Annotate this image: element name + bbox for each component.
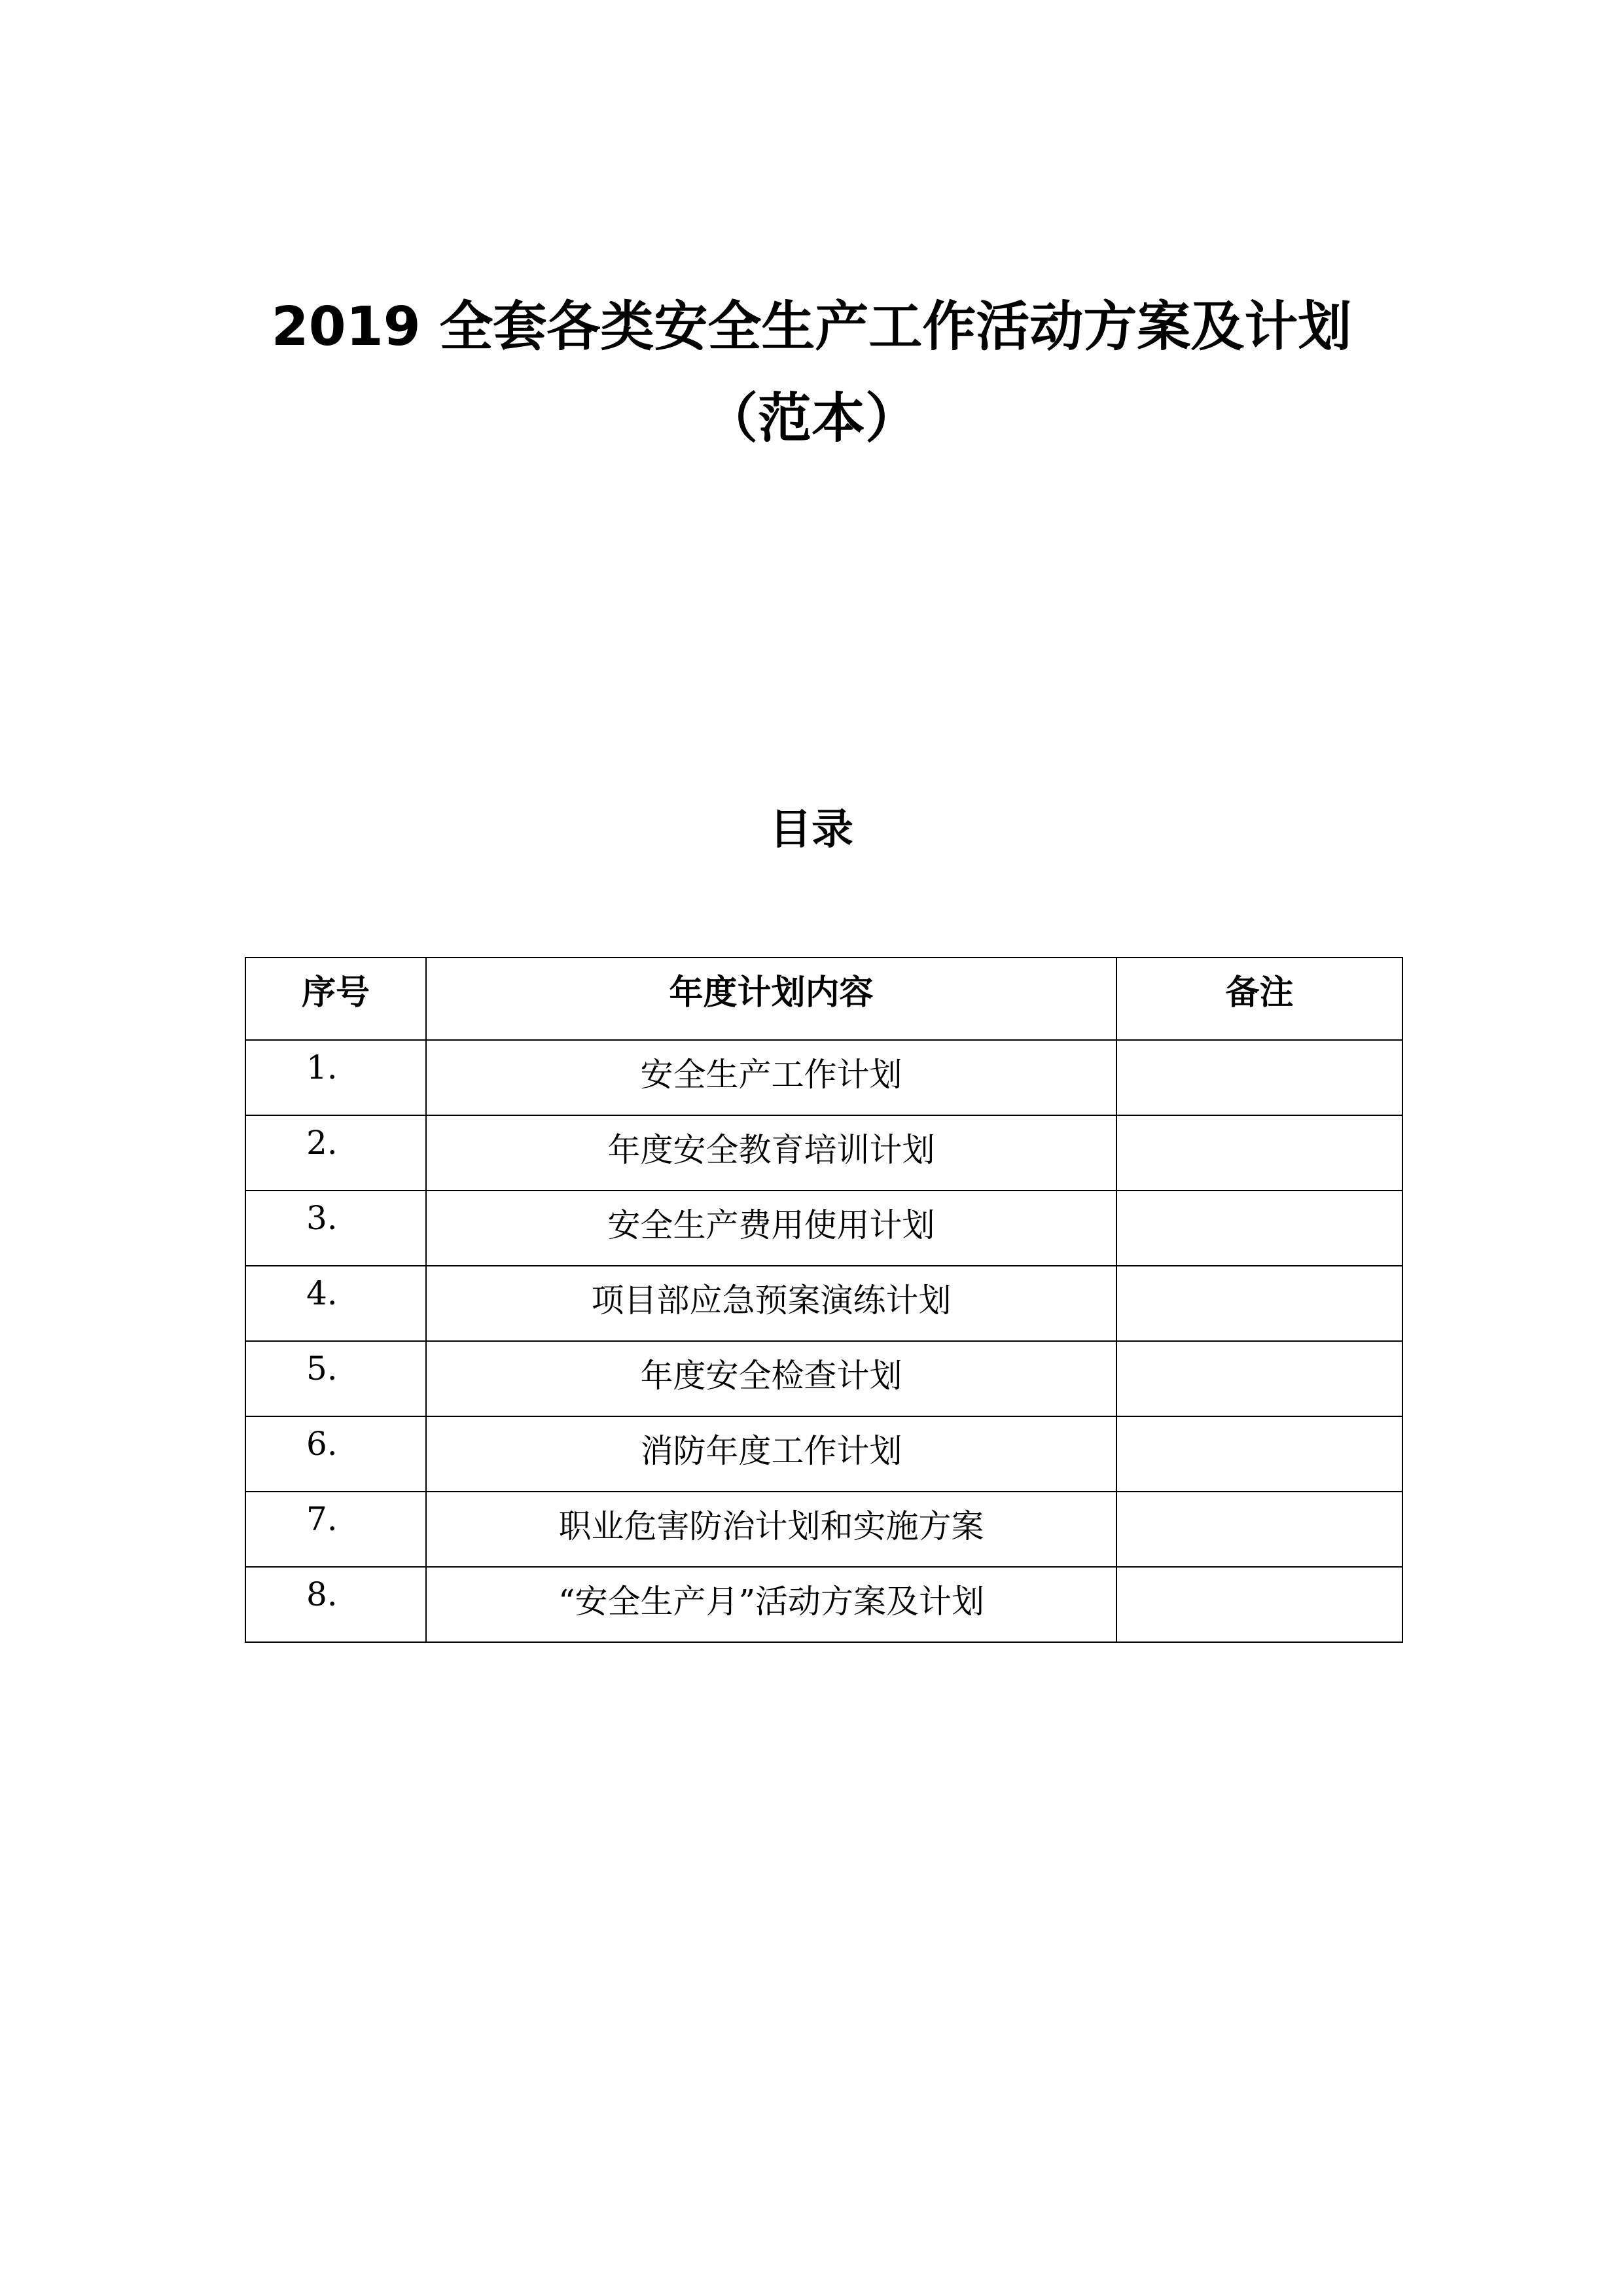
row-number: 6. [245, 1416, 426, 1492]
toc-heading: 目录 [770, 806, 853, 854]
row-number: 4. [245, 1266, 426, 1341]
row-content: 消防年度工作计划 [426, 1416, 1116, 1492]
table-row [245, 1115, 1402, 1191]
table-row [245, 1341, 1402, 1416]
table-row [245, 1191, 1402, 1266]
table-row [245, 1040, 1402, 1115]
table-row [245, 1266, 1402, 1341]
row-content: 项目部应急预案演练计划 [426, 1266, 1116, 1341]
row-content: “安全生产月”活动方案及计划 [426, 1567, 1116, 1642]
row-number: 2. [245, 1115, 426, 1191]
header-content: 年度计划内容 [426, 958, 1116, 1040]
row-note [1116, 1266, 1402, 1341]
table-header-row [245, 958, 1402, 1040]
row-number: 3. [245, 1191, 426, 1266]
row-number: 5. [245, 1341, 426, 1416]
row-note [1116, 1115, 1402, 1191]
table-row [245, 1567, 1402, 1642]
row-note [1116, 1191, 1402, 1266]
row-content: 年度安全检查计划 [426, 1341, 1116, 1416]
row-content: 职业危害防治计划和实施方案 [426, 1492, 1116, 1567]
row-number: 7. [245, 1492, 426, 1567]
document-title-line-1: 2019 全套各类安全生产工作活动方案及计划 [271, 296, 1352, 358]
row-note [1116, 1492, 1402, 1567]
document-title-line-2: （范本） [704, 387, 919, 450]
row-note [1116, 1341, 1402, 1416]
row-note [1116, 1567, 1402, 1642]
document-title [0, 281, 1623, 465]
table-row [245, 1416, 1402, 1492]
row-content: 安全生产费用使用计划 [426, 1191, 1116, 1266]
row-number: 8. [245, 1567, 426, 1642]
row-content: 安全生产工作计划 [426, 1040, 1116, 1115]
toc-table [245, 957, 1403, 1643]
header-number: 序号 [245, 958, 426, 1040]
row-note [1116, 1416, 1402, 1492]
header-note: 备注 [1116, 958, 1402, 1040]
table-row [245, 1492, 1402, 1567]
row-content: 年度安全教育培训计划 [426, 1115, 1116, 1191]
row-number: 1. [245, 1040, 426, 1115]
row-note [1116, 1040, 1402, 1115]
